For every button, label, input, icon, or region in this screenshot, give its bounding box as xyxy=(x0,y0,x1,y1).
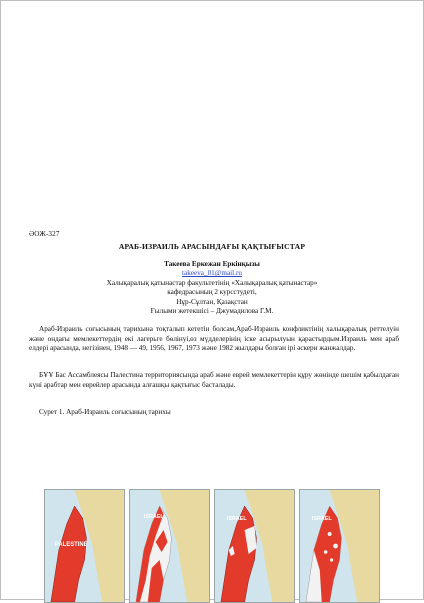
map-2-image xyxy=(130,490,209,602)
author-affiliation-2: кафедрасының 2 курсстудеті, xyxy=(167,288,257,297)
paragraph-1: Араб-Израиль соғысының тарихына тоқталып кететін болсам,Араб-Израиль конфликтінің халықаралық реттелуін және ондағы мемлекеттердің екі лагерьге бөлінуі,өз мүдделерінің іске асырылуын қарастырдым.Израиль мен араб елдері арасында, негізінен, 1948 — 49, 1956, 1967, 1973 және 1982 жылдары болған ірі әскери жанжалдар. xyxy=(29,325,399,353)
history-map-4 xyxy=(299,489,380,603)
history-map-3 xyxy=(214,489,295,603)
author-name: Такеева Еркежан Еркінқызы xyxy=(164,260,260,268)
map-3-label: ISRAEL xyxy=(226,515,247,523)
udk-code: ӘОЖ-327 xyxy=(29,230,60,238)
article-title: АРАБ-ИЗРАИЛЬ АРАСЫНДАҒЫ ҚАҚТЫҒЫСТАР xyxy=(118,242,306,251)
figure-caption: Сурет 1. Араб-Израиль соғысының тарихы xyxy=(39,408,171,416)
figure-maps xyxy=(44,489,380,601)
map-3-image xyxy=(215,490,294,602)
author-email-link[interactable]: takeeva_01@mail.ru xyxy=(182,269,242,278)
author-block xyxy=(1,260,423,316)
author-location: Нұр-Сұлтан, Қазақстан xyxy=(176,297,248,306)
map-1-label: PALESTINE xyxy=(54,541,88,549)
history-map-1 xyxy=(44,489,125,603)
map-2-label: ISRAEL xyxy=(143,513,164,521)
map-4-label: ISRAEL xyxy=(311,515,332,523)
supervisor: Ғылыми жетекшісі – Джумадилова Г.М. xyxy=(150,307,274,316)
map-1-image xyxy=(45,490,124,602)
paragraph-2: БҰҰ Бас Ассамблеясы Палестина территориясында араб және еврей мемлекеттерін құру жөнінде шешім қабылдаған күні арабтар мен еврейлер арасында алғашқы қақтығыс басталады. xyxy=(29,371,399,389)
history-map-2 xyxy=(129,489,210,603)
author-affiliation: Халықаралық қатынастар факультетінің «Халықаралық қатынастар» xyxy=(106,278,318,287)
map-4-image xyxy=(300,490,379,602)
